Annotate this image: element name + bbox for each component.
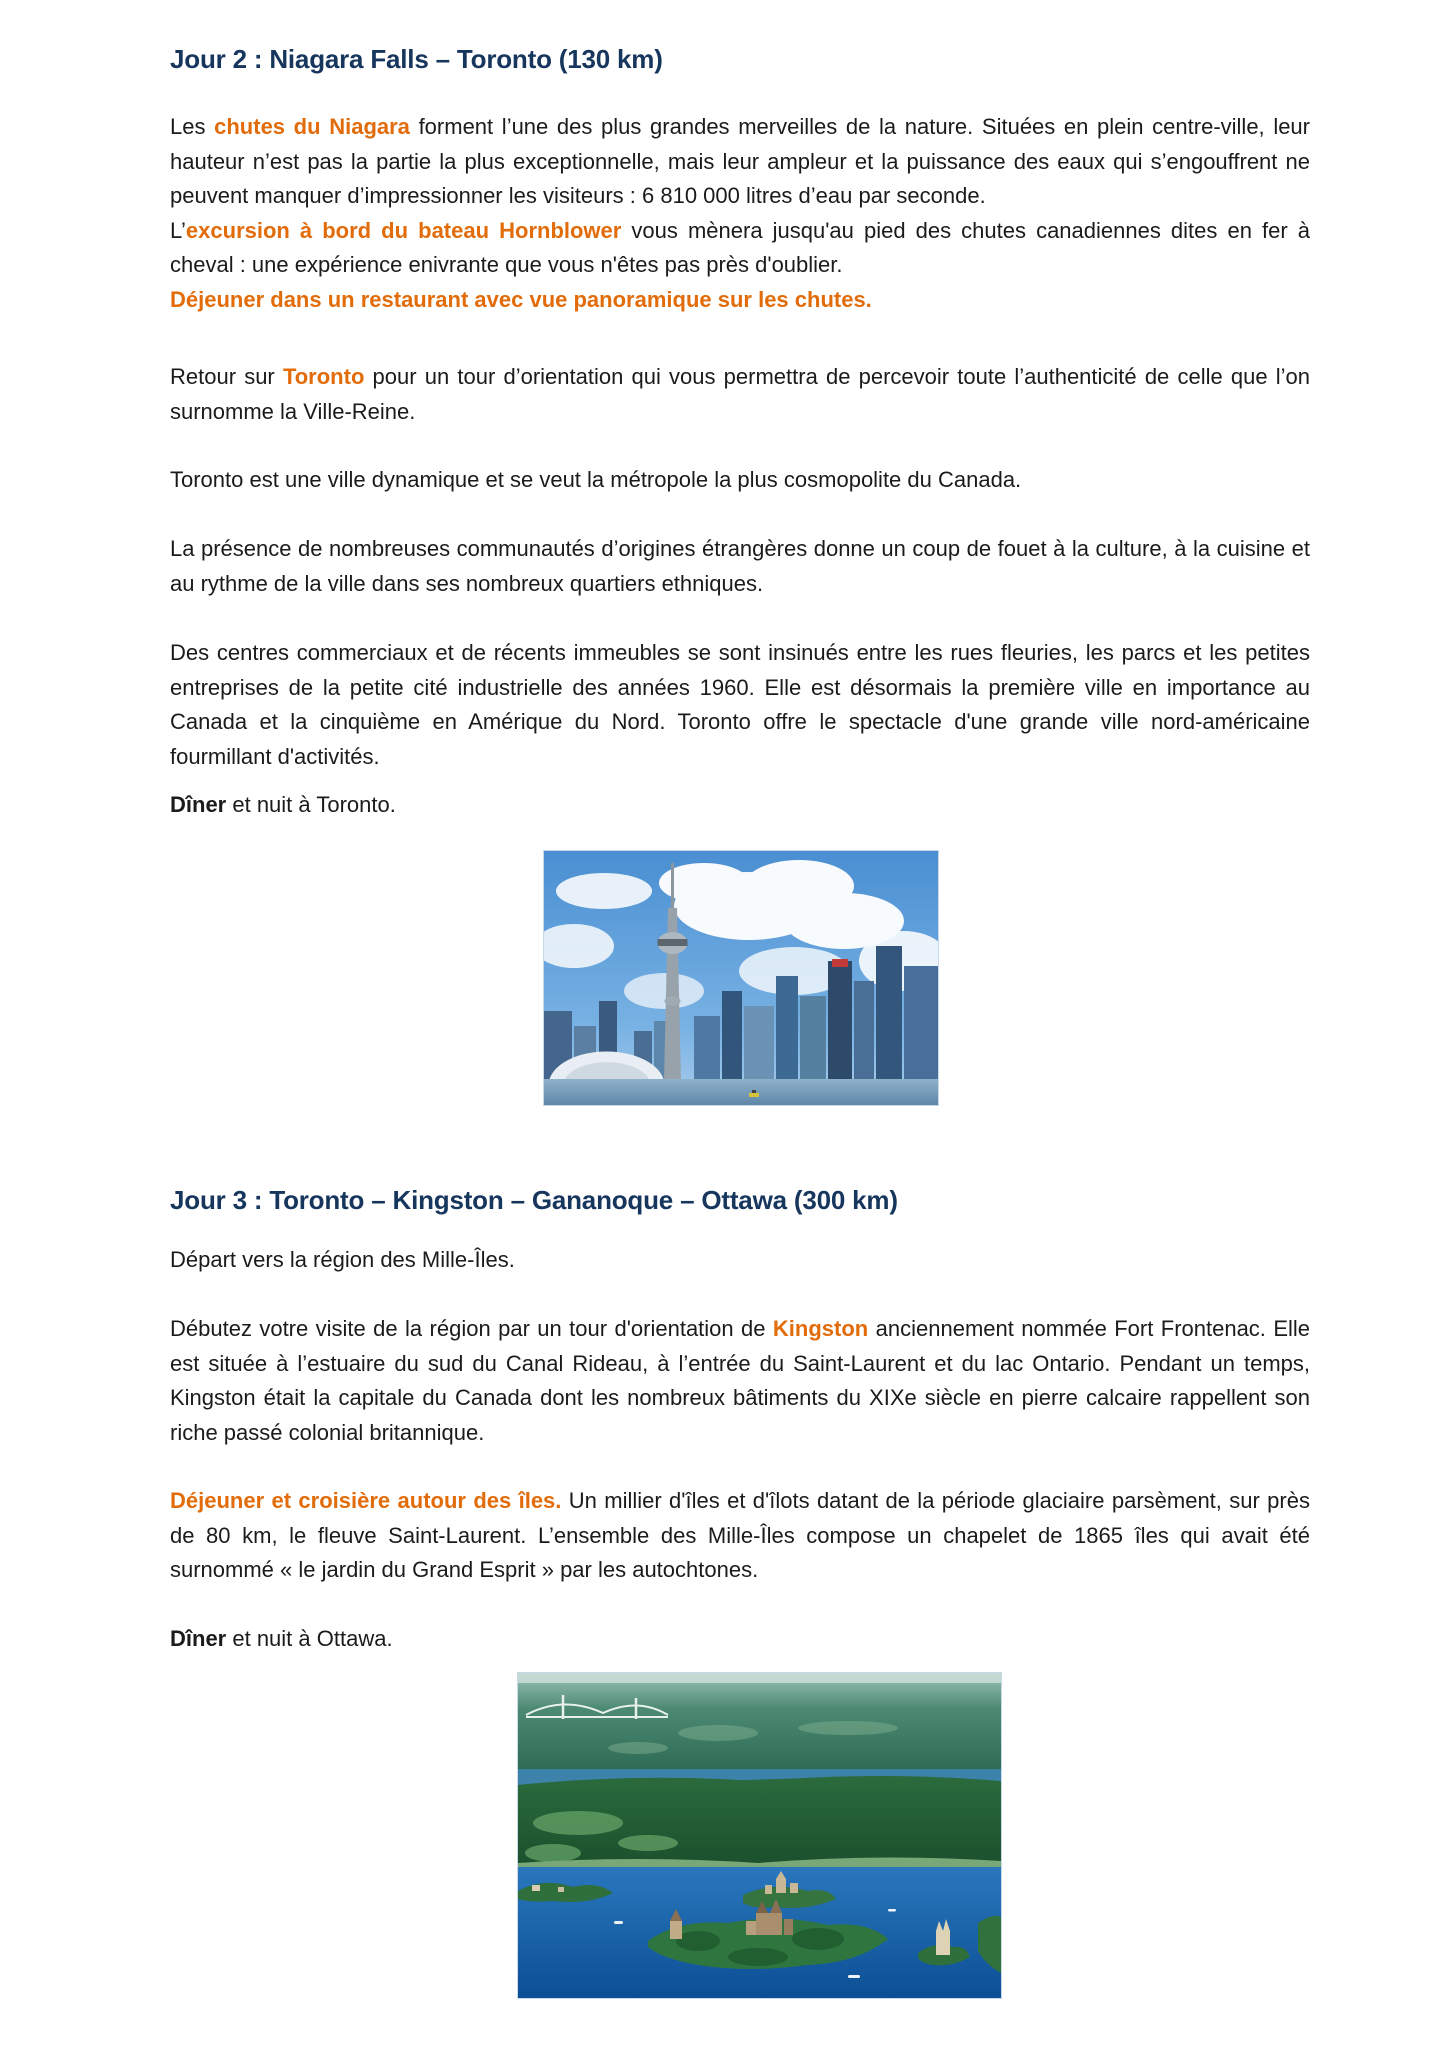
paragraph: [170, 463, 1310, 498]
paragraph: [170, 1312, 1310, 1450]
text-run: Des centres commerciaux et de récents immeubles se sont insinués entre les rues fleuries, les parcs et les petites entreprises de la petite cité industrielle des années 1960. Elle est désormais la première ville en importance au Canada et la cinquième en Amérique du Nord. Toronto offre le spectacle d'une grande ville nord-américaine fourmillant d'activités.: [170, 640, 1310, 769]
niagara-falls-highlight: chutes du Niagara: [214, 114, 410, 139]
thousand-islands-illustration: [518, 1673, 1001, 1998]
text-run: L’: [170, 217, 186, 243]
text-run: et nuit à Ottawa.: [226, 1626, 393, 1651]
paragraph: [170, 1622, 1310, 1657]
toronto-skyline-illustration: [544, 851, 938, 1105]
day3-kingston-paragraph: [170, 1312, 1310, 1450]
cruise-highlight: Déjeuner et croisière autour des îles.: [170, 1488, 562, 1513]
hornblower-highlight: excursion à bord du bateau Hornblower: [185, 217, 622, 243]
lake-water: [544, 1079, 938, 1105]
day3-heading: Jour 3 : Toronto – Kingston – Gananoque – Ottawa (300 km): [170, 1185, 898, 1215]
paragraph: [170, 1484, 1310, 1588]
paragraph: [170, 788, 1310, 823]
day2-retour-paragraph: [170, 360, 1310, 429]
text-run: Retour sur: [170, 364, 283, 389]
paragraph: [170, 636, 1310, 774]
day2-communities-paragraph: [170, 532, 1310, 601]
toronto-skyline-cn-tower-photo: [543, 850, 939, 1106]
paragraph: [170, 532, 1310, 601]
text-run: Un millier d'îles et d'îlots datant de la période glaciaire parsèment, sur près de 80 km, le fleuve Saint-Laurent. L’ensemble des Mille-Îles compose un chapelet de 1865 îles qui avait été surnommé « le jardin du Grand Esprit » par les autochtones.: [170, 1488, 1310, 1582]
day2-lunch-note: [170, 283, 1310, 318]
paragraph: [170, 360, 1310, 429]
text-run: Départ vers la région des Mille-Îles.: [170, 1247, 515, 1272]
day2-commercial-paragraph: [170, 636, 1310, 774]
text-run: Débutez votre visite de la région par un tour d'orientation de: [170, 1316, 773, 1341]
toronto-highlight: Toronto: [282, 364, 365, 389]
horizon-haze: [518, 1673, 1001, 1683]
distant-landscape: [518, 1673, 1001, 1773]
text-run: anciennement nommée Fort Frontenac. Elle est située à l’estuaire du sud du Canal Rideau, à l’entrée du Saint-Laurent et du lac Ontario. Pendant un temps, Kingston était la capitale du Canada dont les nombreux bâtiments du XIXe siècle en pierre calcaire rappellent son riche passé colonial britannique.: [170, 1316, 1311, 1445]
day2-intro-line-niagara: [170, 110, 1310, 214]
text-run: forment l’une des plus grandes merveilles de la nature. Situées en plein centre-ville, leur hauteur n’est pas la partie la plus exceptionnelle, mais leur ampleur et la puissance des eaux qui s’engouffrent ne peuvent manquer d’impressionner les visiteurs : 6 810 000 litres d’eau par seconde.: [170, 114, 1310, 208]
day2-intro-line-hornblower: [170, 214, 1310, 283]
text-run: pour un tour d’orientation qui vous permettra de percevoir toute l’authenticité de celle que l’on surnomme la Ville-Reine.: [170, 364, 1310, 424]
text-run: Toronto est une ville dynamique et se veut la métropole la plus cosmopolite du Canada.: [170, 467, 1022, 492]
day2-heading: Jour 2 : Niagara Falls – Toronto (130 km): [170, 44, 663, 74]
text-run: vous mènera jusqu'au pied des chutes canadiennes dites en fer à cheval : une expérience enivrante que vous n'êtes pas près d'oublier.: [170, 217, 1310, 277]
day3-dinner-paragraph: [170, 1622, 1310, 1657]
text-run: La présence de nombreuses communautés d’origines étrangères donne un coup de fouet à la culture, à la cuisine et au rythme de la ville dans ses nombreux quartiers ethniques.: [170, 536, 1310, 596]
thousand-islands-aerial-photo: [517, 1672, 1002, 1999]
dinner-label: Dîner: [170, 1626, 227, 1651]
day2-dinner-paragraph: [170, 788, 1310, 823]
day2-toronto-paragraph: [170, 463, 1310, 498]
lunch-highlight: Déjeuner dans un restaurant avec vue panoramique sur les chutes.: [170, 286, 872, 312]
day2-intro-paragraph: [170, 110, 1310, 317]
paragraph: [170, 1243, 1310, 1278]
day3-cruise-paragraph: [170, 1484, 1310, 1588]
dinner-label: Dîner: [170, 792, 227, 817]
text-run: Les: [170, 114, 215, 139]
day3-depart-paragraph: [170, 1243, 1310, 1278]
text-run: et nuit à Toronto.: [226, 792, 396, 817]
kingston-highlight: Kingston: [772, 1316, 869, 1341]
